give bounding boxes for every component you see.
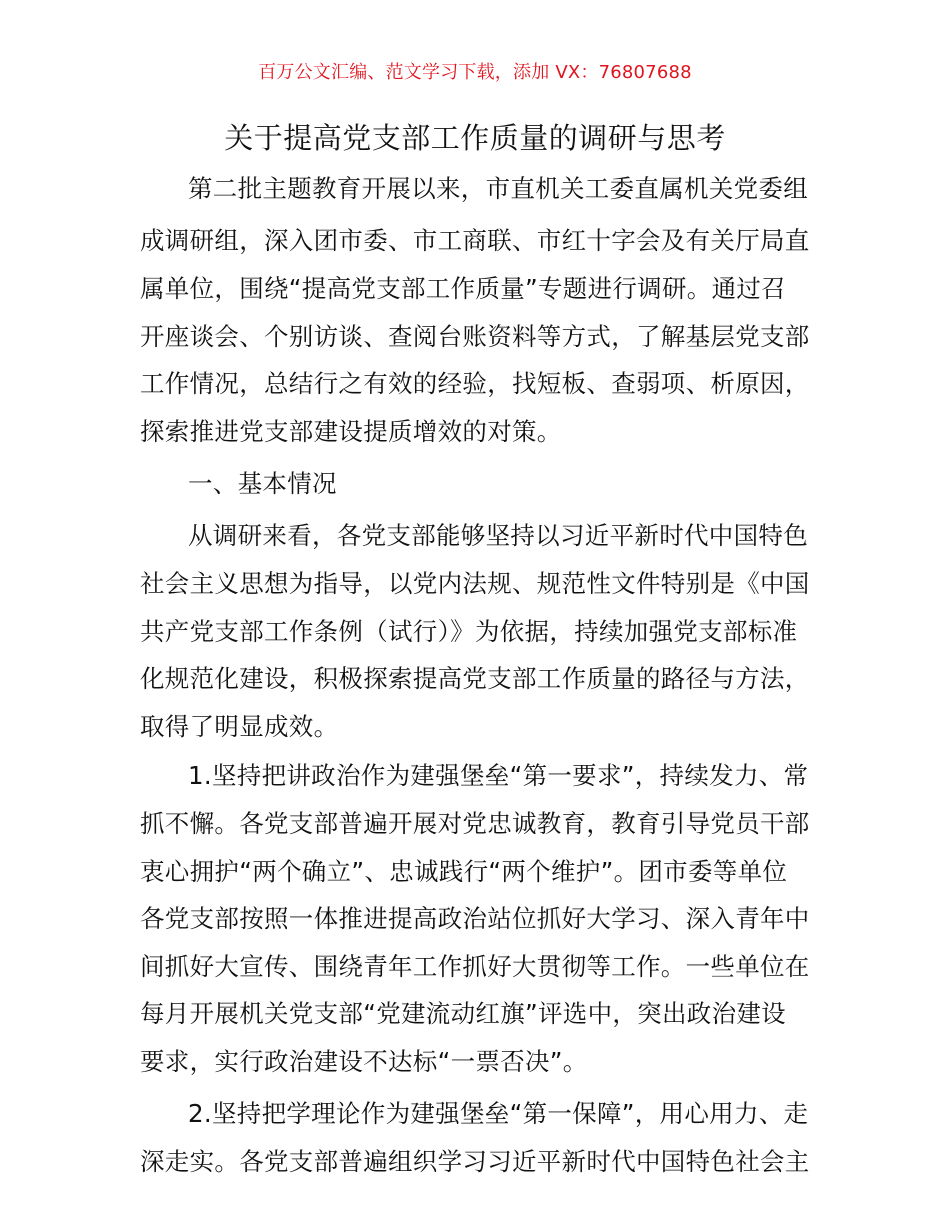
paragraph-line: 每月开展机关党支部“党建流动红旗”评选中，突出政治建设 — [140, 999, 786, 1028]
paragraph-line: 第二批主题教育开展以来，市直机关工委直属机关党委组 — [188, 174, 808, 203]
paragraph-line: 深走实。各党支部普遍组织学习习近平新时代中国特色社会主 — [140, 1147, 810, 1176]
paragraph-line: 属单位，围绕“提高党支部工作质量”专题进行调研。通过召 — [140, 274, 786, 303]
paragraph-line: 衷心拥护“两个确立”、忠诚践行“两个维护”。团市委等单位 — [140, 857, 788, 886]
paragraph-line: 要求，实行政治建设不达标“一票否决”。 — [140, 1047, 588, 1076]
paragraph-line: 化规范化建设，积极探索提高党支部工作质量的路径与方法， — [140, 664, 810, 693]
paragraph-line: 各党支部按照一体推进提高政治站位抓好大学习、深入青年中 — [140, 904, 810, 933]
paragraph-line: 社会主义思想为指导，以党内法规、规范性文件特别是《中国 — [140, 569, 810, 598]
paragraph-line: 取得了明显成效。 — [140, 712, 339, 741]
numbered-item-line: 2.坚持把学理论作为建强堡垒“第一保障”，用心用力、走 — [188, 1099, 809, 1128]
paragraph-line: 探索推进党支部建设提质增效的对策。 — [140, 417, 562, 446]
paragraph-line: 成调研组，深入团市委、市工商联、市红十字会及有关厅局直 — [140, 226, 810, 255]
paragraph-line: 间抓好大宣传、围绕青年工作抓好大贯彻等工作。一些单位在 — [140, 952, 810, 981]
header-banner: 百万公文汇编、范文学习下载，添加 VX：76807688 — [258, 62, 692, 83]
paragraph-line: 从调研来看，各党支部能够坚持以习近平新时代中国特色 — [188, 521, 808, 550]
paragraph-line: 工作情况，总结行之有效的经验，找短板、查弱项、析原因， — [140, 369, 810, 398]
section-heading: 一、基本情况 — [188, 469, 337, 498]
paragraph-line: 开座谈会、个别访谈、查阅台账资料等方式，了解基层党支部 — [140, 322, 810, 351]
document-title: 关于提高党支部工作质量的调研与思考 — [224, 121, 726, 155]
paragraph-line: 共产党支部工作条例（试行）》为依据，持续加强党支部标准 — [140, 617, 798, 646]
paragraph-line: 抓不懈。各党支部普遍开展对党忠诚教育，教育引导党员干部 — [140, 809, 810, 838]
numbered-item-line: 1.坚持把讲政治作为建强堡垒“第一要求”，持续发力、常 — [188, 761, 809, 790]
